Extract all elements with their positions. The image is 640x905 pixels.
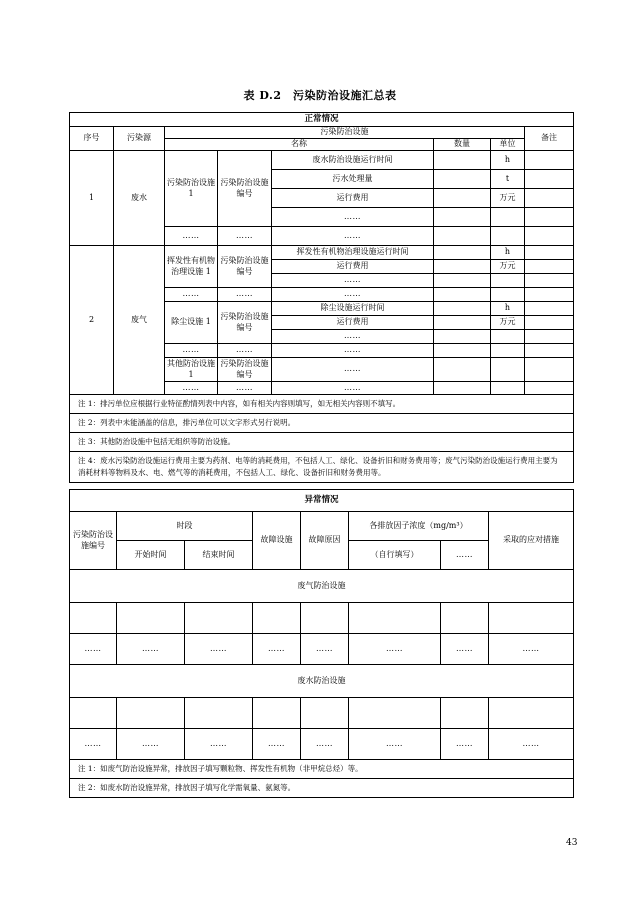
table-title: 表 D.2 污染防治设施汇总表 <box>243 89 397 102</box>
row2-dots: …… <box>218 382 272 395</box>
header-fault-reason: 故障原因 <box>301 512 349 570</box>
row2-facility-dust: 除尘设施 1 <box>165 302 218 344</box>
row2-item: 运行费用 <box>272 260 434 274</box>
row2-dots: …… <box>165 344 218 358</box>
gas-dots: …… <box>117 634 185 665</box>
header-facility-group: 污染防治设施 <box>165 127 525 139</box>
water-dots: …… <box>349 729 441 760</box>
abnormal-note: 注 2：如废水防治设施异常，排放因子填写化学需氧量、氨氮等。 <box>70 779 574 798</box>
row1-unit: t <box>491 170 525 189</box>
normal-section-label: 正常情况 <box>70 113 574 127</box>
gas-dots: …… <box>301 634 349 665</box>
header-measure: 采取的应对措施 <box>489 512 574 570</box>
row2-dots: …… <box>165 288 218 302</box>
row1-seq: 1 <box>70 151 114 246</box>
row1-item: 运行费用 <box>272 189 434 208</box>
row2-dots: …… <box>218 288 272 302</box>
normal-note: 注 1：排污单位应根据行业特征酌情列表中内容，如有相关内容则填写，如无相关内容则不填写。 <box>70 395 574 414</box>
row2-dots: …… <box>272 274 434 288</box>
gas-dots: …… <box>185 634 253 665</box>
row1-code: 污染防治设施编号 <box>218 151 272 227</box>
gas-dots: …… <box>441 634 489 665</box>
abnormal-conditions-table <box>69 489 574 798</box>
row1-facility: 污染防治设施 1 <box>165 151 218 227</box>
row2-unit: h <box>491 246 525 260</box>
header-seq: 序号 <box>70 127 114 151</box>
water-dots: …… <box>117 729 185 760</box>
page-number: 43 <box>566 838 578 848</box>
water-dots: …… <box>489 729 574 760</box>
water-dots: …… <box>185 729 253 760</box>
normal-note: 注 4：废水污染防治设施运行费用主要为药剂、电等的消耗费用，不包括人工、绿化、设备折旧和财务费用等；废气污染防治设施运行费用主要为消耗材料等物料及水、电、燃气等的消耗费用，不包括人工、绿化、设备折旧和财务费用等。 <box>70 452 574 483</box>
row2-code: 污染防治设施编号 <box>218 302 272 344</box>
row2-dots: …… <box>218 344 272 358</box>
row1-dots: …… <box>272 227 434 246</box>
gas-dots: …… <box>489 634 574 665</box>
header-code: 污染防治设施编号 <box>70 512 117 570</box>
water-dots: …… <box>70 729 117 760</box>
row2-dots: …… <box>272 344 434 358</box>
row2-unit: 万元 <box>491 316 525 330</box>
row2-seq: 2 <box>70 246 114 395</box>
water-facility-label: 废水防治设施 <box>70 665 574 698</box>
header-concentration: 各排放因子浓度（mg/m³） <box>349 512 489 541</box>
row1-item: …… <box>272 208 434 227</box>
header-dots: …… <box>441 541 489 570</box>
header-unit: 单位 <box>491 139 525 151</box>
row2-dots: …… <box>272 288 434 302</box>
normal-note: 注 2：列表中未能涵盖的信息，排污单位可以文字形式另行说明。 <box>70 414 574 433</box>
normal-note: 注 3：其他防治设施中包括无组织等防治设施。 <box>70 433 574 452</box>
header-source: 污染源 <box>114 127 165 151</box>
water-dots: …… <box>301 729 349 760</box>
row2-dots: …… <box>272 330 434 344</box>
row2-code: 污染防治设施编号 <box>218 246 272 288</box>
row2-dots: …… <box>272 358 434 382</box>
row2-code: 污染防治设施编号 <box>218 358 272 382</box>
row2-item: 运行费用 <box>272 316 434 330</box>
row1-dots: …… <box>165 227 218 246</box>
header-end: 结束时间 <box>185 541 253 570</box>
water-dots: …… <box>253 729 301 760</box>
row2-item: 挥发性有机物治理设施运行时间 <box>272 246 434 260</box>
header-fault-facility: 故障设施 <box>253 512 301 570</box>
gas-dots: …… <box>70 634 117 665</box>
row2-dots: …… <box>272 382 434 395</box>
gas-facility-label: 废气防治设施 <box>70 570 574 603</box>
gas-dots: …… <box>253 634 301 665</box>
header-period: 时段 <box>117 512 253 541</box>
row1-item: 污水处理量 <box>272 170 434 189</box>
header-start: 开始时间 <box>117 541 185 570</box>
water-dots: …… <box>441 729 489 760</box>
row2-facility-voc: 挥发性有机物治理设施 1 <box>165 246 218 288</box>
row1-unit: 万元 <box>491 189 525 208</box>
gas-dots: …… <box>349 634 441 665</box>
abnormal-section-label: 异常情况 <box>70 490 574 512</box>
row2-item: 除尘设施运行时间 <box>272 302 434 316</box>
row1-source: 废水 <box>114 151 165 246</box>
row2-unit: h <box>491 302 525 316</box>
row1-unit: h <box>491 151 525 170</box>
normal-conditions-table <box>69 112 574 483</box>
row2-dots: …… <box>165 382 218 395</box>
row1-item: 废水防治设施运行时间 <box>272 151 434 170</box>
row2-source: 废气 <box>114 246 165 395</box>
header-self-fill: （自行填写） <box>349 541 441 570</box>
header-remark: 备注 <box>525 127 574 151</box>
header-qty: 数量 <box>434 139 491 151</box>
abnormal-note: 注 1：如废气防治设施异常，排放因子填写颗粒物、挥发性有机物（非甲烷总烃）等。 <box>70 760 574 779</box>
row1-dots: …… <box>218 227 272 246</box>
row2-unit: 万元 <box>491 260 525 274</box>
header-name: 名称 <box>165 139 434 151</box>
row2-facility-other: 其他防治设施 1 <box>165 358 218 382</box>
